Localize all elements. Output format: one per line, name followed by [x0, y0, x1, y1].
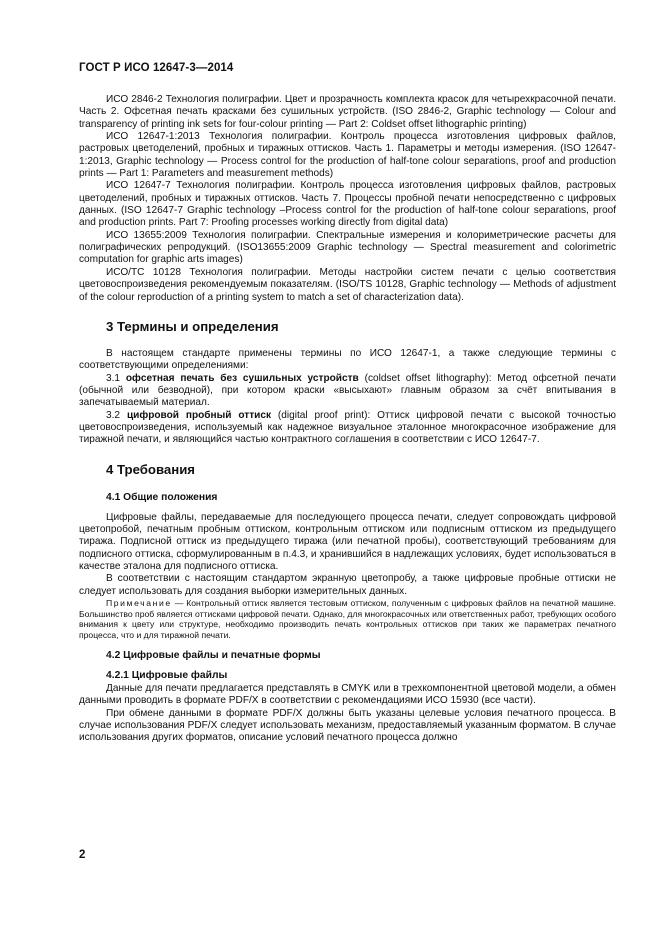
term-3-1-number: 3.1	[106, 372, 121, 384]
section-4-2-1-heading: 4.2.1 Цифровые файлы	[106, 670, 228, 682]
reference-iso-12647-7: ИСО 12647-7 Технология полиграфии. Контроль процесса изготовления цифровых файлов, растровых цветоделений, пробных и тиражных оттисков. Часть 7. Процессы пробной печати непосредственно с цифровых данных. (ISO 12647-7 Graphic technology –Process control for the production of half-tone colour separations, proof and production prints. Part 7: Proofing processes working directly from digital data)	[79, 180, 616, 229]
term-3-2-number: 3.2	[106, 409, 121, 421]
page-number: 2	[79, 849, 86, 861]
term-3-1-term: офсетная печать без сушильных устройств	[125, 372, 359, 384]
note-label: Примечание	[106, 598, 172, 608]
section-4-1-para-1: Цифровые файлы, передаваемые для последующего процесса печати, следует сопровождать цифровой цветопробой, печатным пробным оттиском, контрольным оттиском или подписным оттиском из предыдущего тиража. Подписной оттиск из предыдущего тиража (или печатной пробы), соответствующий требованиям для подписного оттиска, сформулированным в п.4.3, и хранившийся в надлежащих условиях, будет использоваться в качестве эталона для подписного оттиска.	[79, 511, 616, 572]
section-3-intro: В настоящем стандарте применены термины по ИСО 12647-1, а также следующие термины с соответствующими определениями:	[79, 347, 616, 372]
term-3-1	[79, 373, 616, 410]
section-4-1-heading: 4.1 Общие положения	[106, 491, 218, 503]
document-code-header: ГОСТ Р ИСО 12647-3—2014	[79, 62, 234, 74]
term-3-2	[79, 410, 616, 447]
section-3-heading: 3 Термины и определения	[106, 318, 279, 334]
section-4-2-heading: 4.2 Цифровые файлы и печатные формы	[106, 650, 321, 662]
note-text: — Контрольный оттиск является тестовым оттиском, полученным с цифровых файлов на печатной машине. Большинство проб является оттисками цифровой печати. Однако, для многокрасочных или ответственных работ, требующих особого внимания к цвету или структуре, необходимо производить печать контрольных оттисков при таких же параметрах печатного процесса, что и для тиражной печати.	[79, 598, 616, 640]
term-3-2-definition: (digital proof print): Оттиск цифровой печати с высокой точностью цветовоспроизведения, используемый как надежное визуальное эталонное многокрасочное изображение для тиражной печати, и являющийся частью контрактного соглашения в соответствии с ИСО 12647-7.	[79, 409, 616, 446]
section-4-1-note	[79, 598, 616, 640]
reference-iso-12647-1: ИСО 12647-1:2013 Технология полиграфии. Контроль процесса изготовления цифровых файлов, растровых цветоделений, пробных и тиражных оттисков. Часть 1. Параметры и методы измерения. (ISO 12647-1:2013, Graphic technology — Process control for the production of half-tone colour separations, proof and production prints — Part 1: Parameters and measurement methods)	[79, 131, 616, 180]
section-4-2-1-para-1: Данные для печати предлагается представлять в CMYK или в трехкомпонентной цветовой модели, а обмен данными проводить в формате PDF/X в соответствии с рекомендациями ИСО 15930 (все части).	[79, 682, 616, 707]
section-4-heading: 4 Требования	[106, 461, 196, 477]
page-content	[79, 94, 616, 745]
section-4-1-para-2: В соответствии с настоящим стандартом экранную цветопробу, а также цифровые пробные оттиски не следует использовать для создания выборки измерительных данных.	[79, 573, 616, 597]
term-3-1-definition: (coldset offset lithography): Метод офсетной печати (обычной или безводной), при котором краски «высыхают» главным образом за счёт впитывания в запечатываемый материал.	[79, 372, 617, 409]
reference-iso-2846-2: ИСО 2846-2 Технология полиграфии. Цвет и прозрачность комплекта красок для четырехкрасочной печати. Часть 2. Офсетная печать красками без сушильных устройств. (ISO 2846-2, Graphic technology — Colour and transparency of printing ink sets for four-colour printing — Part 2: Coldset offset lithographic printing)	[79, 94, 616, 130]
reference-iso-ts-10128: ИСО/TC 10128 Технология полиграфии. Методы настройки систем печати с целью соответствия цветовоспроизведения рекомендуемым показателям. (ISO/TS 10128, Graphic technology — Methods of adjustment of the colour reproduction of a printing system to match a set of characterization data).	[79, 266, 616, 303]
section-4-2-1-para-2: При обмене данными в формате PDF/X должны быть указаны целевые условия печатного процесса. В случае использования PDF/X следует использовать механизм, предоставляемый указанным форматом. В случае использования других форматов, описание условий печатного процесса должно	[79, 707, 616, 744]
term-3-2-term: цифровой пробный оттиск	[126, 409, 272, 421]
reference-iso-13655: ИСО 13655:2009 Технология полиграфии. Спектральные измерения и колориметрические расчеты для полиграфических репродукций. (ISO13655:2009 Graphic technology — Spectral measurement and colorimetric computation for graphic arts images)	[79, 229, 616, 266]
